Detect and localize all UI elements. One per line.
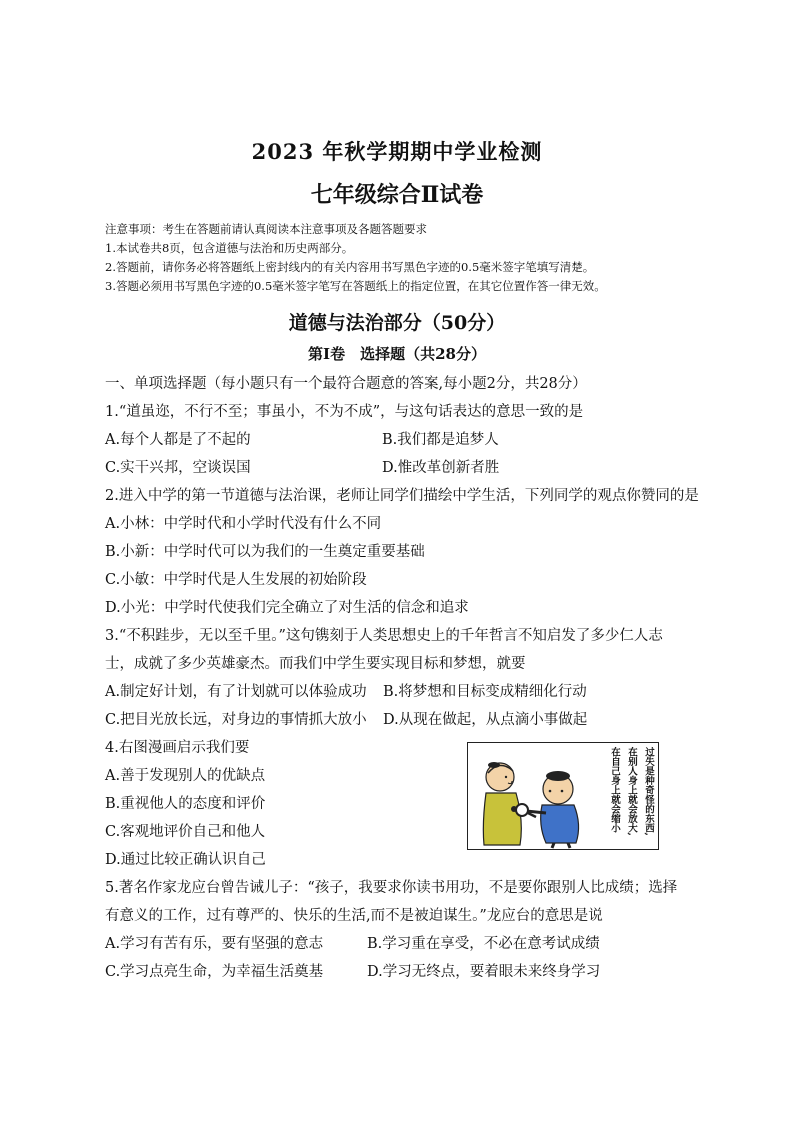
cartoon-caption-line-2: 在别人身上就会放大, <box>626 747 637 836</box>
q5-stem-line-1: 5.著名作家龙应台曾告诫儿子：“孩子，我要求你读书用功，不是要你跟别人比成绩；选择 <box>105 880 678 896</box>
q5-option-a: A.学习有苦有乐，要有坚强的意志 <box>105 936 324 952</box>
q4-option-c: C.客观地评价自己和他人 <box>105 824 266 840</box>
cartoon-caption-line-1: 过失是种奇怪的东西, <box>643 747 654 836</box>
part-title: 第Ⅰ卷 选择题（共28分） <box>308 345 486 363</box>
q2-option-c: C.小敏：中学时代是人生发展的初始阶段 <box>105 572 367 588</box>
q2-option-b: B.小新：中学时代可以为我们的一生奠定重要基础 <box>105 544 425 560</box>
q3-stem-line-2: 士，成就了多少英雄豪杰。而我们中学生要实现目标和梦想，就要 <box>105 656 526 672</box>
q3-option-d: D.从现在做起，从点滴小事做起 <box>383 712 588 728</box>
notes-item-2: 2.答题前，请你务必将答题纸上密封线内的有关内容用书写黑色字迹的0.5毫米签字笔填写清楚。 <box>105 260 595 274</box>
q1-option-c: C.实干兴邦，空谈误国 <box>105 460 251 476</box>
q1-option-d: D.惟改革创新者胜 <box>382 460 500 476</box>
q1-option-b: B.我们都是追梦人 <box>382 432 499 448</box>
q5-stem-line-2: 有意义的工作，过有尊严的、快乐的生活,而不是被迫谋生。”龙应台的意思是说 <box>105 908 603 924</box>
q5-option-d: D.学习无终点，要着眼未来终身学习 <box>367 964 601 980</box>
exam-subtitle: 七年级综合Ⅱ试卷 <box>310 182 484 208</box>
q4-option-d: D.通过比较正确认识自己 <box>105 852 266 868</box>
instruction: 一、单项选择题（每小题只有一个最符合题意的答案,每小题2分，共28分） <box>105 376 587 392</box>
q2-option-a: A.小林：中学时代和小学时代没有什么不同 <box>105 516 382 532</box>
q2-option-d: D.小光：中学时代使我们完全确立了对生活的信念和追求 <box>105 600 469 616</box>
q3-stem-line-1: 3.“不积跬步，无以至千里。”这句镌刻于人类思想史上的千年哲言不知启发了多少仁人志 <box>105 628 663 644</box>
q1-option-a: A.每个人都是了不起的 <box>105 432 251 448</box>
q4-option-b: B.重视他人的态度和评价 <box>105 796 266 812</box>
q4-stem: 4.右图漫画启示我们要 <box>105 740 250 756</box>
cartoon-figures <box>468 743 598 849</box>
notes-item-1: 1.本试卷共8页，包含道德与法治和历史两部分。 <box>105 241 354 255</box>
q2-stem: 2.进入中学的第一节道德与法治课，老师让同学们描绘中学生活，下列同学的观点你赞同的是 <box>105 488 699 504</box>
cartoon-caption-line-3: 在自己身上就会缩小 <box>609 747 620 833</box>
q3-option-b: B.将梦想和目标变成精细化行动 <box>383 684 587 700</box>
notes-header: 注意事项：考生在答题前请认真阅读本注意事项及各题答题要求 <box>105 222 427 236</box>
q5-option-c: C.学习点亮生命，为幸福生活奠基 <box>105 964 324 980</box>
section-title: 道德与法治部分（50分） <box>288 312 506 334</box>
notes-item-3: 3.答题必须用书写黑色字迹的0.5毫米签字笔写在答题纸上的指定位置，在其它位置作答一律无效。 <box>105 279 606 293</box>
q3-option-c: C.把目光放长远，对身边的事情抓大放小 <box>105 712 367 728</box>
q5-option-b: B.学习重在享受，不必在意考试成绩 <box>367 936 600 952</box>
q3-option-a: A.制定好计划，有了计划就可以体验成功 <box>105 684 367 700</box>
exam-title: 2023 年秋学期期中学业检测 <box>251 139 543 164</box>
q1-stem: 1.“道虽迩，不行不至；事虽小，不为不成”，与这句话表达的意思一致的是 <box>105 404 584 420</box>
q4-option-a: A.善于发现别人的优缺点 <box>105 768 266 784</box>
cartoon-illustration <box>467 742 659 850</box>
